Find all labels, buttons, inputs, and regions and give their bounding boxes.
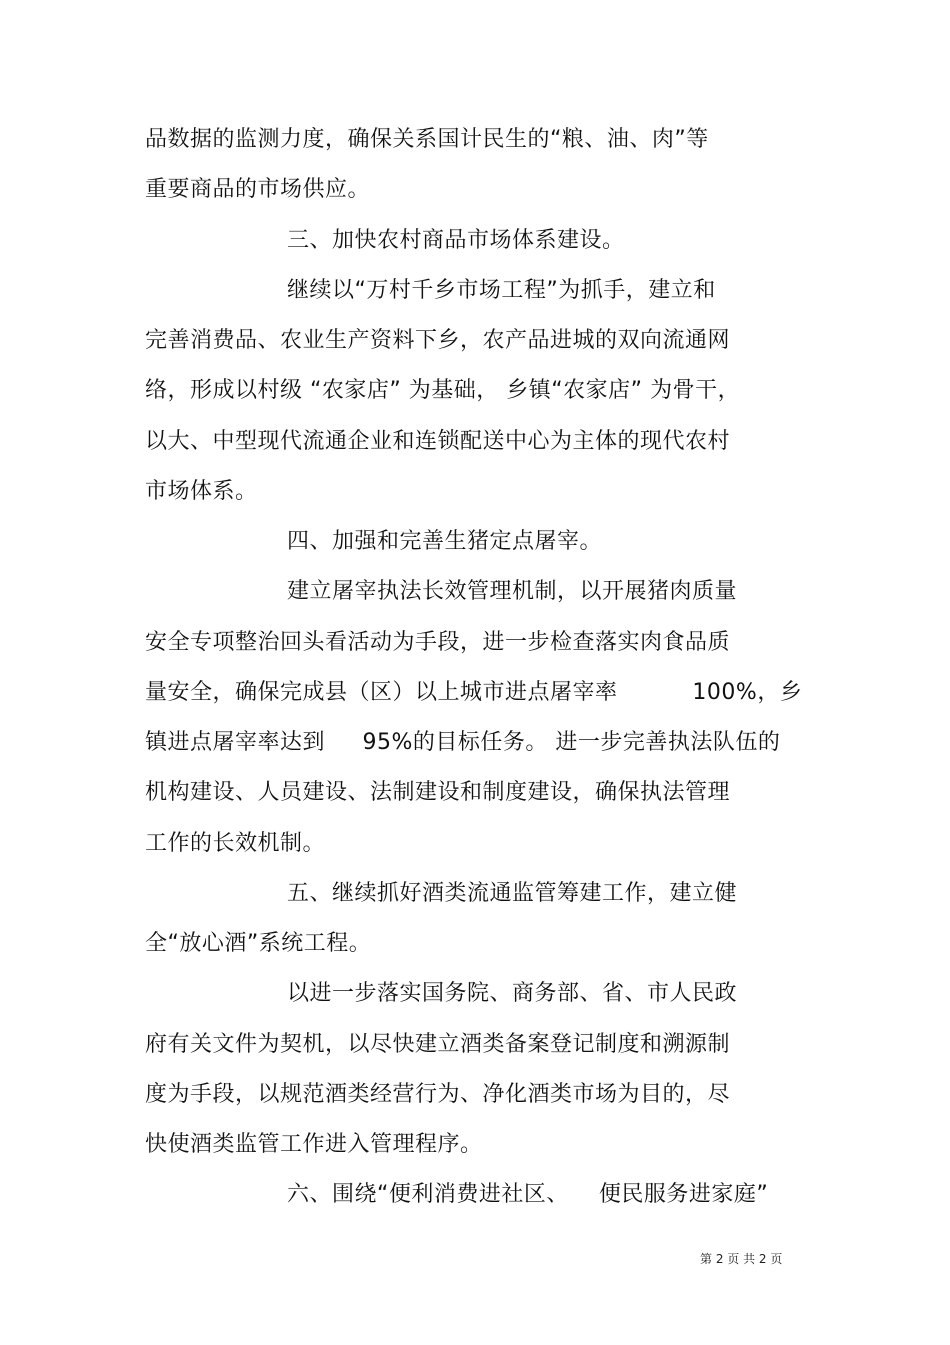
text-line: 机构建设、人员建设、法制建设和制度建设，确保执法管理 xyxy=(145,780,731,805)
text-line: 完善消费品、农业生产资料下乡，农产品进城的双向流通网 xyxy=(145,328,731,353)
text-line: 继续以“万村千乡市场工程”为抓手，建立和 xyxy=(287,278,716,303)
text-line: 市场体系。 xyxy=(145,479,258,504)
section-heading: 三、加快农村商品市场体系建设。 xyxy=(287,228,625,253)
text-line: 快使酒类监管工作进入管理程序。 xyxy=(145,1132,483,1157)
text-line: 建立屠宰执法长效管理机制，以开展猪肉质量 xyxy=(287,579,738,604)
section-heading: 六、围绕“便利消费进社区、 便民服务进家庭” xyxy=(287,1182,769,1207)
section-heading: 四、加强和完善生猪定点屠宰。 xyxy=(287,529,603,554)
text-line: 以大、中型现代流通企业和连锁配送中心为主体的现代农村 xyxy=(145,429,731,454)
text-line: 重要商品的市场供应。 xyxy=(145,177,371,202)
page-number-footer: 第 2 页 共 2 页 xyxy=(700,1252,783,1266)
text-line: 以进一步落实国务院、商务部、省、市人民政 xyxy=(287,981,738,1006)
text-line: 镇进点屠宰率达到 95%的目标任务。 进一步完善执法队伍的 xyxy=(145,730,781,755)
text-line: 府有关文件为契机，以尽快建立酒类备案登记制度和溯源制 xyxy=(145,1032,731,1057)
text-line: 度为手段，以规范酒类经营行为、净化酒类市场为目的，尽 xyxy=(145,1082,731,1107)
text-line: 全“放心酒”系统工程。 xyxy=(145,931,372,956)
section-heading: 五、继续抓好酒类流通监管筹建工作，建立健 xyxy=(287,881,738,906)
text-line: 安全专项整治回头看活动为手段，进一步检查落实肉食品质 xyxy=(145,630,731,655)
text-line: 络，形成以村级 “农家店” 为基础， 乡镇“农家店” 为骨干， xyxy=(145,378,741,403)
text-line: 量安全，确保完成县（区）以上城市进点屠宰率 100%，乡 xyxy=(145,680,803,705)
text-line: 品数据的监测力度，确保关系国计民生的“粮、油、肉”等 xyxy=(145,127,709,152)
text-line: 工作的长效机制。 xyxy=(145,831,326,856)
